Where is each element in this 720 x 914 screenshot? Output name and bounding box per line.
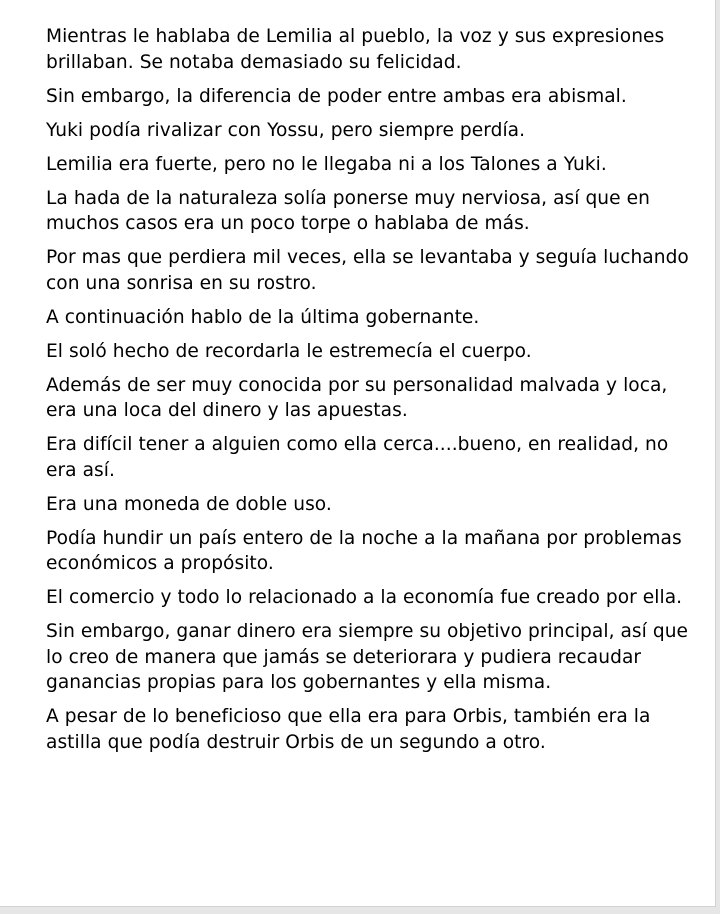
paragraph: El comercio y todo lo relacionado a la economía fue creado por ella. — [46, 587, 683, 608]
paragraph: Sin embargo, ganar dinero era siempre su objetivo principal, así que lo creo de manera que jamás se deteriorara y pudiera recaudar ganancias propias para los gobernantes y ella misma. — [46, 621, 689, 693]
paragraph: Yuki podía rivalizar con Yossu, pero siempre perdía. — [46, 119, 526, 141]
paragraph: Mientras le hablaba de Lemilia al pueblo, la voz y sus expresiones brillaban. Se notaba demasiado su felicidad. — [46, 26, 665, 73]
paragraph: A pesar de lo beneficioso que ella era para Orbis, también era la astilla que podía destruir Orbis de un segundo a otro. — [46, 706, 651, 753]
document-body — [46, 24, 696, 764]
paragraph: Podía hundir un país entero de la noche a la mañana por problemas económicos a propósito. — [46, 527, 682, 574]
paragraph: Era una moneda de doble uso. — [46, 493, 332, 515]
paragraph: El soló hecho de recordarla le estremecía el cuerpo. — [46, 340, 532, 362]
paragraph: A continuación hablo de la última gobernante. — [46, 306, 480, 328]
paragraph: Además de ser muy conocida por su personalidad malvada y loca, era una loca del dinero y las apuestas. — [46, 374, 668, 421]
paragraph: Lemilia era fuerte, pero no le llegaba ni a los Talones a Yuki. — [46, 153, 607, 175]
paragraph: Sin embargo, la diferencia de poder entre ambas era abismal. — [46, 85, 627, 107]
paragraph: La hada de la naturaleza solía ponerse muy nerviosa, así que en muchos casos era un poco torpe o hablaba de más. — [46, 187, 650, 234]
paragraph: Era difícil tener a alguien como ella cerca....bueno, en realidad, no era así. — [46, 434, 669, 481]
paragraph: Por mas que perdiera mil veces, ella se levantaba y seguía luchando con una sonrisa en su rostro. — [46, 247, 689, 294]
